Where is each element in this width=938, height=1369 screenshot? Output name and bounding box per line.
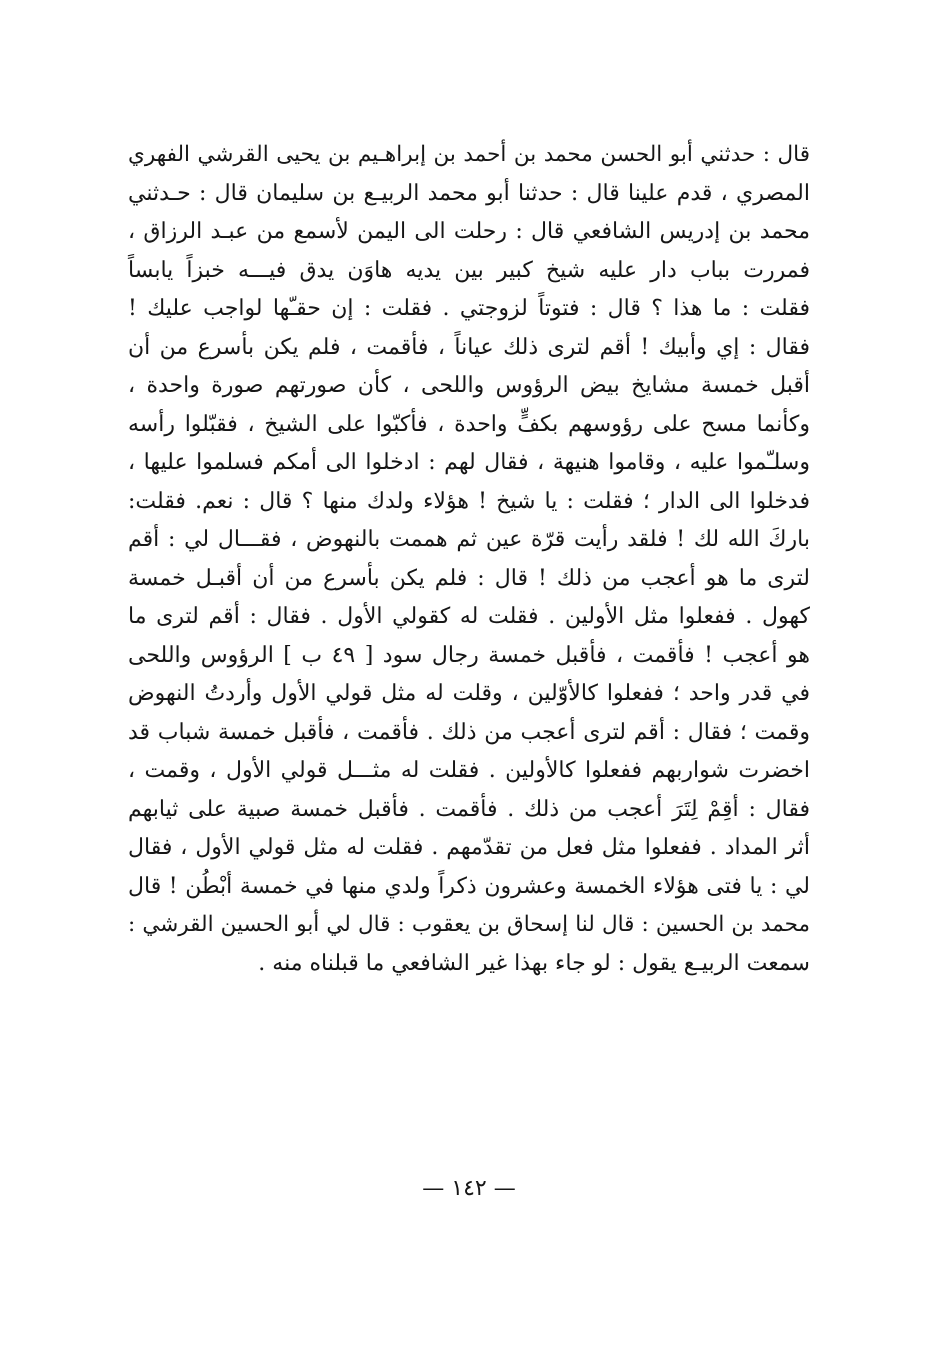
- text-line: المصري ، قدم علينا قال : حدثنا أبو محمد الربيـع بن سليمان قال : حـدثني: [128, 180, 810, 206]
- text-line: فقلت : ما هذا ؟ قال : فتوتاً لزوجتي . فقلت : إن حقـّها لواجب عليك !: [128, 296, 810, 321]
- text-line: محمد بن إدريس الشافعي قال : رحلت الى اليمن لأسمع من عبـد الرزاق ،: [128, 219, 810, 244]
- main-text: [128, 136, 810, 983]
- text-line: اخضرت شواربهم ففعلوا كالأولين . فقلت له مثـــل قولي الأول ، وقمت ،: [128, 758, 810, 783]
- text-line: أقبل خمسة مشايخ بيض الرؤوس واللحى ، كأن صورتهم صورة واحدة ،: [128, 373, 810, 398]
- text-line: لترى ما هو أعجب من ذلك ! قال : فلم يكن بأسرع من أن أقبـل خمسة: [128, 565, 810, 591]
- text-line: سمعت الربيـع يقول : لو جاء بهذا غير الشافعي ما قبلناه منه .: [258, 950, 810, 976]
- text-line: هو أعجب ! فأقمت ، فأقبل خمسة رجال سود [ ٤٩ ب ] الرؤوس واللحى: [128, 642, 810, 668]
- text-line: كهول . ففعلوا مثل الأولين . فقلت له كقولي الأول . فقال : أقم لترى ما: [128, 604, 810, 629]
- text-line: فدخلوا الى الدار ؛ فقلت : يا شيخ ! هؤلاء ولدك منها ؟ قال : نعم. فقلت:: [128, 488, 810, 514]
- text-line: قال : حدثني أبو الحسن محمد بن أحمد بن إبراهـيم بن يحيى القرشي الفهري: [128, 142, 810, 167]
- page-number: — ١٤٢ —: [422, 1176, 516, 1201]
- text-line: باركَ الله لك ! فلقد رأيت قرّة عين ثم هممت بالنهوض ، فقـــال لي : أقم: [128, 527, 810, 552]
- text-line: وقمت ؛ فقال : أقم لترى أعجب من ذلك . فأقمت ، فأقبل خمسة شباب قد: [128, 719, 810, 745]
- text-line: فقال : إي وأبيك ! أقم لترى ذلك عياناً ، فأقمت ، فلم يكن بأسرع من أن: [128, 334, 810, 360]
- text-line: أثر المداد . ففعلوا مثل فعل من تقدّمهم . فقلت له مثل قولي الأول ، فقال: [128, 835, 810, 860]
- text-line: محمد بن الحسين : قال لنا إسحاق بن يعقوب : قال لي أبو الحسين القرشي :: [128, 912, 810, 937]
- text-line: في قدر واحد ؛ ففعلوا كالأوّلين ، وقلت له مثل قولي الأول وأردتُ النهوض: [128, 681, 810, 706]
- text-line: وكأنما مسح على رؤوسهم بكفٍّ واحدة ، فأكبّوا على الشيخ ، فقبّلوا رأسه: [128, 411, 810, 437]
- text-line: وسلـّموا عليه ، وقاموا هنيهة ، فقال لهم : ادخلوا الى أمكم فسلموا عليها ،: [128, 450, 810, 475]
- text-line: فمررت بباب دار عليه شيخ كبير بين يديه هاوَن يدق فيـــه خبزاً يابساً: [128, 257, 810, 283]
- text-line: فقال : أقِمْ لِتَرَ أعجب من ذلك . فأقمت . فأقبل خمسة صبية على ثيابهم: [128, 796, 810, 822]
- text-line: لي : يا فتى هؤلاء الخمسة وعشرون ذكراً ولدي منها في خمسة أبْطُن ! قال: [128, 873, 810, 899]
